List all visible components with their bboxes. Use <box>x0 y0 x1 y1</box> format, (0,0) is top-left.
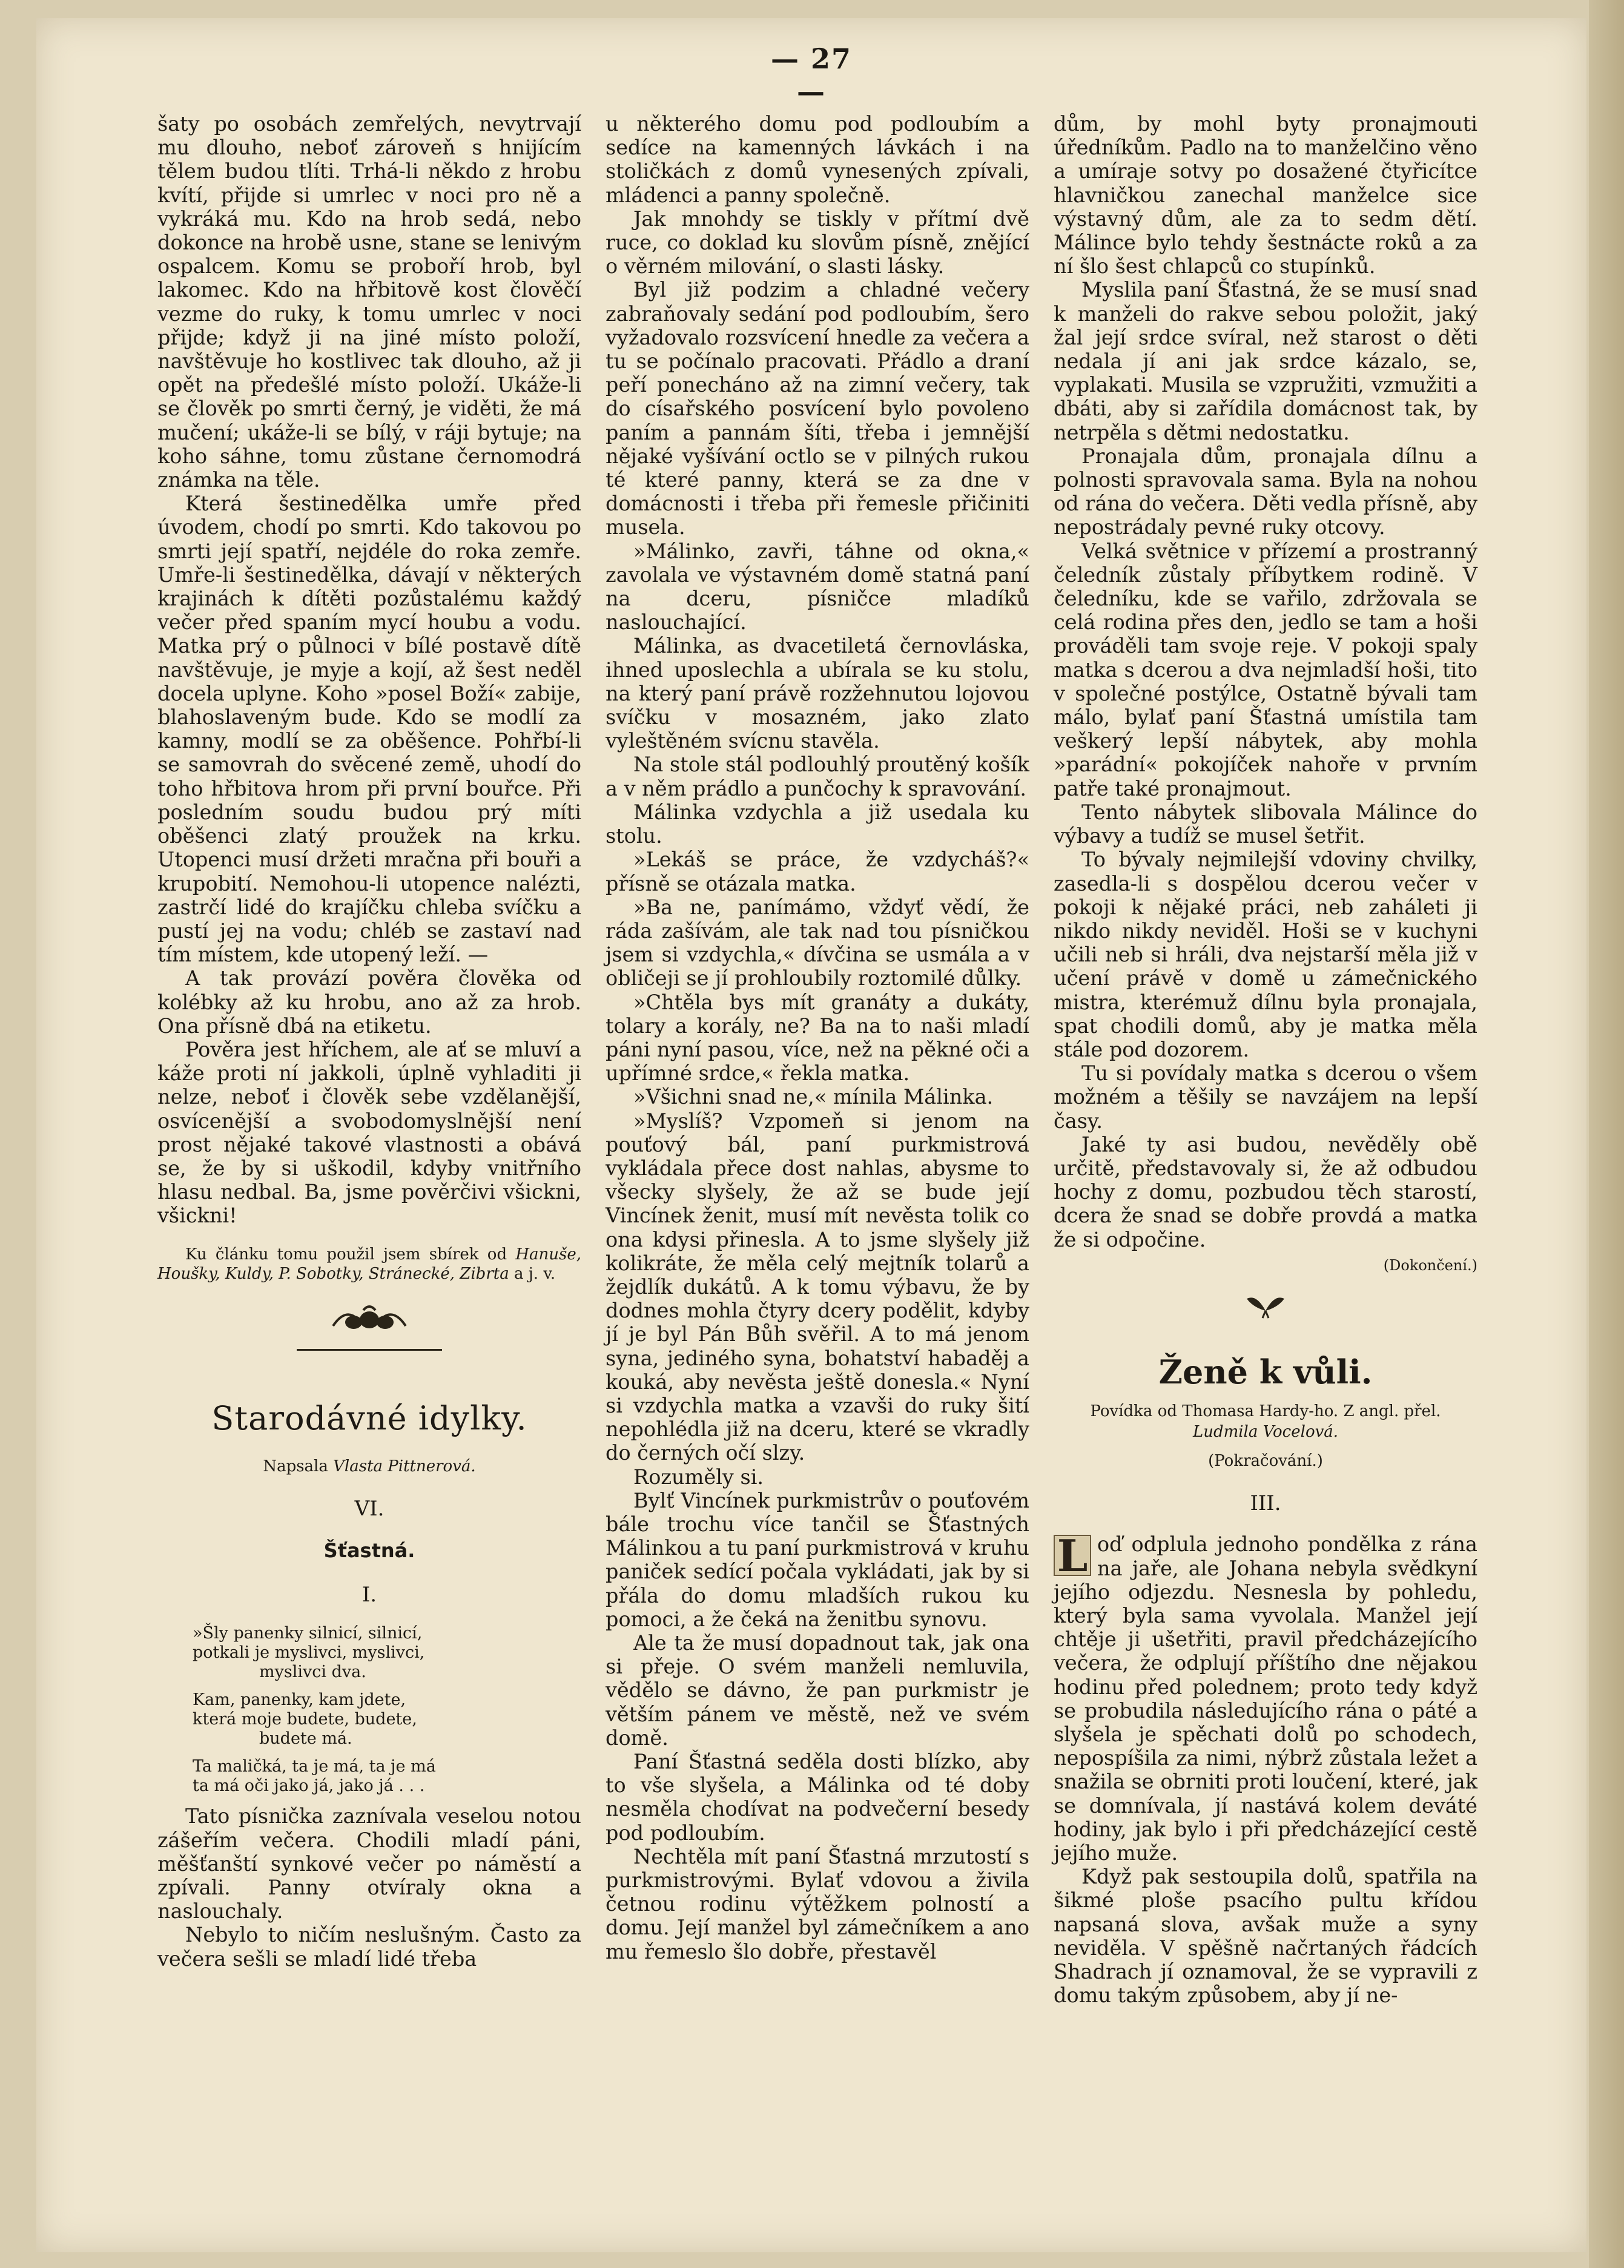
paragraph: Jaké ty asi budou, nevěděly obě určitě, představovaly si, že až odbudou hochy z domu, pozbudou těch starostí, dcera že snad se dobře provdá a matka že si odpočine. <box>1054 1132 1477 1251</box>
ornament-icon <box>157 1302 581 1343</box>
paragraph: »Chtěla bys mít granáty a dukáty, tolary a korály, ne? Ba na to naši mladí páni nyní pasou, více, než na pěkné oči a upřímné srdce,« řekla matka. <box>606 990 1029 1086</box>
translator-name: Ludmila Vocelová. <box>1192 1423 1339 1442</box>
paragraph: Která šestinedělka umře před úvodem, chodí po smrti. Kdo takovou po smrti její spatří, nejdéle do roka zemře. Umře-li šestinedělka, dávají v některých krajinách k dítěti pozůstalému každý večer před spaním mycí houbu a vodu. Matka prý o půlnoci v bílé postavě dítě navštěvuje, je myje a kojí, až šest neděl docela uplyne. Koho »posel Boží« zabije, blahoslaveným bude. Kdo se modlí za kamny, modlí se za oběšence. Pohřbí-li se samovrah do svěcené země, uhodí do toho hřbitova hrom při první bouřce. Při posledním soudu budou prý míti oběšenci zlatý proužek na krku. Utopenci musí držeti mračna při bouři a krupobití. Nemohou-li utopence nalézti, zastrčí lidé do krajíčku chleba svíčku a pustí jej na vodu; chléb se zastaví nad tím místem, kde utopený leží. — <box>157 492 581 967</box>
paragraph: »Ba ne, panímámo, vždyť vědí, že ráda zašívám, ale tak nad tou písničkou jsem si vzdychla,« dívčina se usmála a v obličeji se jí prohloubily roztomilé důlky. <box>606 895 1029 991</box>
paragraph: Velká světnice v přízemí a prostranný čeledník zůstaly příbytkem rodině. V čeledníku, kde se vařilo, zdržovala se celá rodina přes den, jedlo se tam a hoši prováděli tam svoje reje. V pokoji spaly matka s dcerou a dva nejmladší hoši, tito v společné postýlce, Ostatně bývali tam málo, bylať paní Šťastná umístila tam veškerý lepší nábytek, aby mohla »parádní« pokojíček nahoře v prvním patře také pronajmout. <box>1054 539 1477 800</box>
author: Vlasta Pittnerová. <box>333 1457 476 1475</box>
paragraph: Rozuměly si. <box>633 1465 764 1489</box>
article-title: Starodávné idylky. <box>211 1399 527 1437</box>
paragraph <box>1054 1532 1477 1865</box>
paragraph: u některého domu pod podloubím a sedíce na kamenných lávkách i na stoličkách z domů vynesených zpívali, mládenci a panny společně. <box>606 112 1029 207</box>
paragraph: Nebylo to ničím neslušným. Často za večera sešli se mladí lidé třeba <box>157 1923 581 1971</box>
poem-line: myslivci dva. <box>259 1663 366 1682</box>
drop-cap: L <box>1054 1535 1091 1576</box>
column-3 <box>1054 112 1477 2007</box>
continued-note: (Pokračování.) <box>1208 1452 1323 1471</box>
chapter-number: I. <box>361 1583 377 1607</box>
poem-line: Ta maličká, ta je má, ta je má <box>193 1757 436 1776</box>
note-suffix: a j. v. <box>513 1264 556 1283</box>
paragraph: Bylť Vincínek purkmistrův o pouťovém bále trochu více tančil se Šťastných Málinkou a tu paní purkmistrová v kruhu paniček sedící počala vykládati, jak by si přála do domu mladších rukou ku pomoci, a že čeká na ženitbu synovu. <box>606 1488 1029 1631</box>
paragraph: To bývaly nejmilejší vdoviny chvilky, zasedla-li s dospělou dcerou večer v pokoji k nějaké práci, neb zaháleti ji nikdo nikdy neviděl. Hoši se v kuchyni učili neb si hráli, dva nejstarší měla již v učení právě v domě u zámečnického mistra, kterémuž dílnu byla pronajala, spat chodili domů, aby je matka měla stále pod dozorem. <box>1054 848 1477 1061</box>
paragraph: »Málinko, zavři, táhne od okna,« zavolala ve výstavném domě statná paní na dceru, písničce mladíků naslouchající. <box>606 539 1029 635</box>
poem-line: budete má. <box>259 1729 352 1749</box>
poem-line: Kam, panenky, kam jdete, <box>193 1690 406 1710</box>
byline-prefix: Napsala <box>263 1457 328 1475</box>
poem-line: potkali je myslivci, myslivci, <box>193 1643 425 1663</box>
paragraph: Ale ta že musí dopadnout tak, jak ona si přeje. O svém manželi nemluvila, vědělo se dávno, že pan purkmistr je větším pánem ve městě, než ve svém domě. <box>606 1631 1029 1750</box>
poem-line: která moje budete, budete, <box>193 1710 417 1729</box>
paragraph: Jak mnohdy se tiskly v přítmí dvě ruce, co doklad ku slovům písně, znějící o věrném milování, o slasti lásky. <box>606 206 1029 279</box>
story-byline: Povídka od Thomasa Hardy-ho. Z angl. přel. <box>1090 1402 1441 1421</box>
paragraph: Tento nábytek slibovala Málince do výbavy a tudíž se musel šetřit. <box>1054 800 1477 848</box>
paragraph: Málinka vzdychla a již usedala ku stolu. <box>606 800 1029 848</box>
column-2 <box>606 112 1029 1963</box>
paragraph: Paní Šťastná seděla dosti blízko, aby to vše slyšela, a Málinka od té doby nesměla chodívat na podvečerní besedy pod podloubím. <box>606 1750 1029 1845</box>
paragraph: Byl již podzim a chladné večery zabraňovaly sedání pod podloubím, šero vyžadovalo rozsvícení hnedle za večera a tu se počínalo pracovati. Přádlo a draní peří ponecháno až na zimní večery, tak do císařského posvícení bylo povoleno paním a pannám šíti, třeba i jemnější nějaké vyšívání octlo se v pilných rukou té které panny, která se za dne v domácnosti i třeba při řemesle přičiniti musela. <box>606 278 1029 539</box>
paragraph: šaty po osobách zemřelých, nevytrvají mu dlouho, neboť zároveň s hnijícím tělem budou tlíti. Trhá-li někdo z hrobu kvítí, přijde si umrlec v noci pro ně a vykráká mu. Kdo na hrob sedá, nebo dokonce na hrobě usne, stane se lenivým ospalcem. Komu se proboří hrob, byl lakomec. Kdo na hřbitově kost člověčí vezme do ruky, k tomu umrlec v noci přijde; když ji na jiné místo položí, navštěvuje ho kostlivec tak dlouho, až ji opět na předešlé místo položí. Ukáže-li se člověk po smrti černý, je viděti, že má mučení; ukáže-li se bílý, v ráji bytuje; na koho sáhne, tomu zůstane černomodrá známka na těle. <box>157 112 581 492</box>
paragraph: Tu si povídaly matka s dcerou o všem možném a těšily se navzájem na lepší časy. <box>1054 1061 1477 1133</box>
poem <box>193 1757 581 1796</box>
paragraph: Tato písnička zaznívala veselou notou zášeřím večera. Chodili mladí páni, měšťanští synkové večer po náměstí a zpívali. Panny otvíraly okna a naslouchaly. <box>157 1804 581 1924</box>
byline <box>157 1456 581 1477</box>
poem <box>193 1624 581 1682</box>
paragraph: Myslila paní Šťastná, že se musí snad k manželi do rakve sebou položit, jaký žal její srdce svíral, než starost o děti nedala jí ani jak srdce kázalo, se, vyplakati. Musila se vzpružiti, vzmužiti a dbáti, aby si zařídila domácnost tak, by netrpěla s dětmi nedostatku. <box>1054 278 1477 444</box>
paragraph: Nechtěla mít paní Šťastná mrzutostí s purkmistrovými. Bylať vdovou a živila četnou rodinu výtěžkem polností a domu. Její manžel byl zámečníkem a ano mu řemeslo šlo dobře, přestavěl <box>606 1844 1029 1963</box>
paragraph: Pronajala dům, pronajala dílnu a polnosti spravovala sama. Byla na nohou od rána do večera. Děti vedla přísně, aby nepostrádaly pevné ruky otcovy. <box>1054 444 1477 539</box>
paragraph: Na stole stál podlouhlý proutěný košík a v něm prádlo a punčochy k spravování. <box>606 753 1029 800</box>
concluded-note: (Dokončení.) <box>1383 1256 1477 1274</box>
page-number: — 27 — <box>770 42 853 108</box>
paragraph: Málinka, as dvacetiletá černovláska, ihned uposlechla a ubírala se ku stolu, na který paní právě rozžehnutou lojovou svíčku v mosazném, jako zlato vyleštěném svícnu stavěla. <box>606 634 1029 753</box>
section-number: VI. <box>354 1496 385 1521</box>
paragraph: »Lekáš se práce, že vzdycháš?« přísně se otázala matka. <box>606 848 1029 895</box>
note-prefix: Ku článku tomu použil jsem sbírek od <box>185 1245 507 1264</box>
paragraph-text: oď odplula jednoho pondělka z rána na jaře, ale Johana nebyla svědkyní jejího odjezdu. Nesnesla by pohledu, který byla sama vyvolala. Manžel její chtěje ji ušetřiti, pravil předcházejícího večera, že odplují příštího dne nějakou hodinu před polednem; proto tedy když se probudila následujícího rána o páté a slyšela je spěchati dolů po schodech, nepospíšila za nimi, nýbrž zůstala ležet a snažila se obrniti proti loučení, které, jak se domnívala, jí nastává kolem deváté hodiny, jak bylo i při předcházející cestě jejího muže. <box>1054 1532 1477 1865</box>
paragraph: A tak provází pověra člověka od kolébky až ku hrobu, ano až za hrob. Ona přísně dbá na etiketu. <box>157 966 581 1038</box>
column-1 <box>157 112 581 1971</box>
divider <box>297 1349 442 1351</box>
fleuron-icon <box>1054 1293 1477 1324</box>
paragraph: dům, by mohl byty pronajmouti úředníkům. Padlo na to manželčino věno a umíraje sotvy po dosažené čtyřicítce hlavničkou zanechal manželce sice výstavný dům, ale za to sedm dětí. Málince bylo tehdy šestnácte roků a za ní šlo šest chlapců co stupínků. <box>1054 112 1477 279</box>
source-note <box>157 1245 581 1284</box>
poem-line: »Šly panenky silnicí, silnicí, <box>193 1624 423 1643</box>
paragraph: »Myslíš? Vzpomeň si jenom na pouťový bál, paní purkmistrová vykládala přece dost nahlas, abysme to všecky slyšely, že až se bude její Vincínek ženit, musí mít nevěsta tolik co ona kdysi přinesla. A to jsme slyšely již kolikráte, že měla celý mejtník tolarů a žejdlík dukátů. A k tomu výbavu, že by dodnes mohla čtyry dcery podělit, kdyby jí je byl Pán Bůh svěřil. A to má jenom syna, jediného syna, bohatství habaděj a kouká, aby nevěsta ještě donesla.« Nyní si vzdychla matka a vzavši do ruky šití nepohlédla již na dceru, které se vkradly do černých očí slzy. <box>606 1109 1029 1465</box>
paragraph: Pověra jest hříchem, ale ať se mluví a káže proti ní jakkoli, úplně vyhladiti ji nelze, neboť i člověk sebe vzdělanější, osvícenější a svobodomyslnější není prost nějaké takové vlastnosti a obává se, že by si uškodil, kdyby vnitřního hlasu nedbal. Ba, jsme pověrčivi všickni, všickni! <box>157 1037 581 1228</box>
chapter-number: III. <box>1250 1491 1281 1516</box>
paragraph: Když pak sestoupila dolů, spatřila na šikmé ploše psacího pultu křídou napsaná slova, avšak muže a syny neviděla. V spěšně načrtaných řádcích Shadrach jí oznamoval, že se vypravili z domu takým způsobem, aby jí ne- <box>1054 1865 1477 2008</box>
poem-line: ta má oči jako já, jako já . . . <box>193 1776 425 1796</box>
page-edge <box>1589 0 1624 2268</box>
subtitle: Šťastná. <box>323 1538 415 1562</box>
note-sources: Hanuše, Houšky, Kuldy, P. Sobotky, Stránecké, Zibrta <box>157 1245 582 1283</box>
paragraph: »Všichni snad ne,« mínila Málinka. <box>633 1085 994 1109</box>
translator <box>1054 1422 1477 1442</box>
story-title: Ženě k vůli. <box>1158 1352 1373 1391</box>
poem <box>193 1690 581 1749</box>
